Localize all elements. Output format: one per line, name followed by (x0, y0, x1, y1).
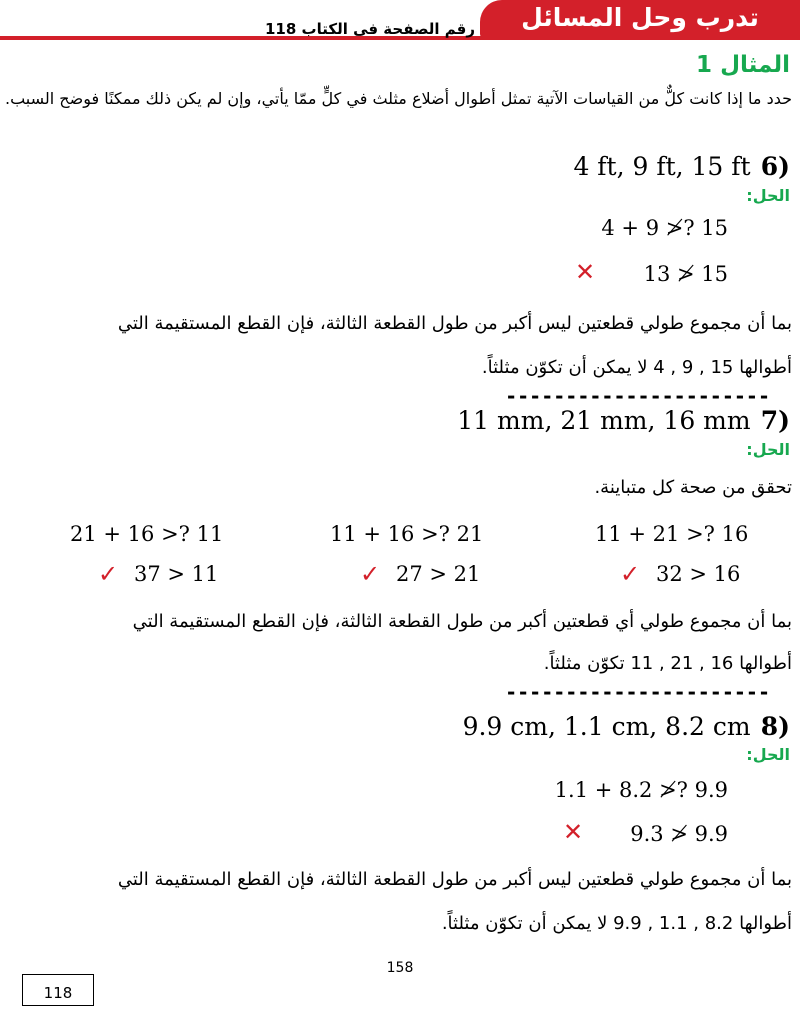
separator-2: ---------------------- (505, 680, 770, 704)
book-page-box: 118 (22, 974, 94, 1006)
problem-6-paragraph-2: أطوالها 15 , 9 , 4 لا يمكن أن تكوّن مثلثاً. (481, 357, 792, 378)
solution-label-6: الحل: (746, 186, 790, 205)
check-mark-icon: ✓ (620, 560, 641, 588)
problem-8-check: 1.1 + 8.2 ≯? 9.9 (554, 778, 728, 802)
problem-7-number: 7) (760, 406, 790, 435)
problem-6-result: 13 ≯ 15 (643, 262, 728, 286)
problem-7-result-2: 27 > 21 (396, 562, 481, 586)
cross-mark-icon: ✕ (575, 258, 596, 286)
problem-8-paragraph-1: بما أن مجموع طولي قطعتين ليس أكبر من طول القطعة الثالثة، فإن القطع المستقيمة التي (117, 869, 792, 890)
problem-6-heading (573, 152, 790, 181)
problem-6-number: 6) (760, 152, 790, 181)
instruction-text: حدد ما إذا كانت كلٌّ من القياسات الآتية تمثل أطوال أضلاع مثلث في كلٍّ ممّا يأتي، وإن لم يكن ذلك ممكنًا فوضح السبب. (5, 89, 792, 108)
problem-7-heading (457, 406, 790, 435)
separator-1: ---------------------- (505, 384, 770, 408)
problem-7-result-3: 37 > 11 (134, 562, 219, 586)
problem-8-expression: 9.9 cm, 1.1 cm, 8.2 cm (462, 712, 751, 741)
problem-6-expression: 4 ft, 9 ft, 15 ft (573, 152, 751, 181)
cross-mark-icon: ✕ (563, 818, 584, 846)
problem-7-result-1: 32 > 16 (656, 562, 741, 586)
problem-7-paragraph-2: أطوالها 16 , 21 , 11 تكوّن مثلثاً. (543, 653, 792, 674)
problem-7-paragraph-1: بما أن مجموع طولي أي قطعتين أكبر من طول القطعة الثالثة، فإن القطع المستقيمة التي (132, 611, 792, 632)
problem-6-paragraph-1: بما أن مجموع طولي قطعتين ليس أكبر من طول القطعة الثالثة، فإن القطع المستقيمة التي (117, 313, 792, 334)
problem-8-number: 8) (760, 712, 790, 741)
problem-7-check-1: 11 + 21 >? 16 (595, 522, 749, 546)
problem-7-intro: تحقق من صحة كل متباينة. (594, 477, 792, 498)
example-title: المثال 1 (696, 52, 790, 78)
page-number: 158 (386, 960, 414, 976)
book-page-reference: رقم الصفحة فى الكتاب 118 (264, 20, 475, 38)
problem-6-check: 4 + 9 ≯? 15 (601, 216, 728, 240)
problem-7-expression: 11 mm, 21 mm, 16 mm (457, 406, 751, 435)
problem-8-result: 9.3 ≯ 9.9 (630, 822, 728, 846)
problem-7-check-3: 21 + 16 >? 11 (70, 522, 224, 546)
solution-label-7: الحل: (746, 440, 790, 459)
solution-label-8: الحل: (746, 745, 790, 764)
problem-7-check-2: 11 + 16 >? 21 (330, 522, 484, 546)
section-title: تدرب وحل المسائل (521, 3, 759, 32)
check-mark-icon: ✓ (360, 560, 381, 588)
check-mark-icon: ✓ (98, 560, 119, 588)
problem-8-heading (463, 712, 790, 741)
problem-8-paragraph-2: أطوالها 8.2 , 1.1 , 9.9 لا يمكن أن تكوّن مثلثاً. (441, 913, 792, 934)
